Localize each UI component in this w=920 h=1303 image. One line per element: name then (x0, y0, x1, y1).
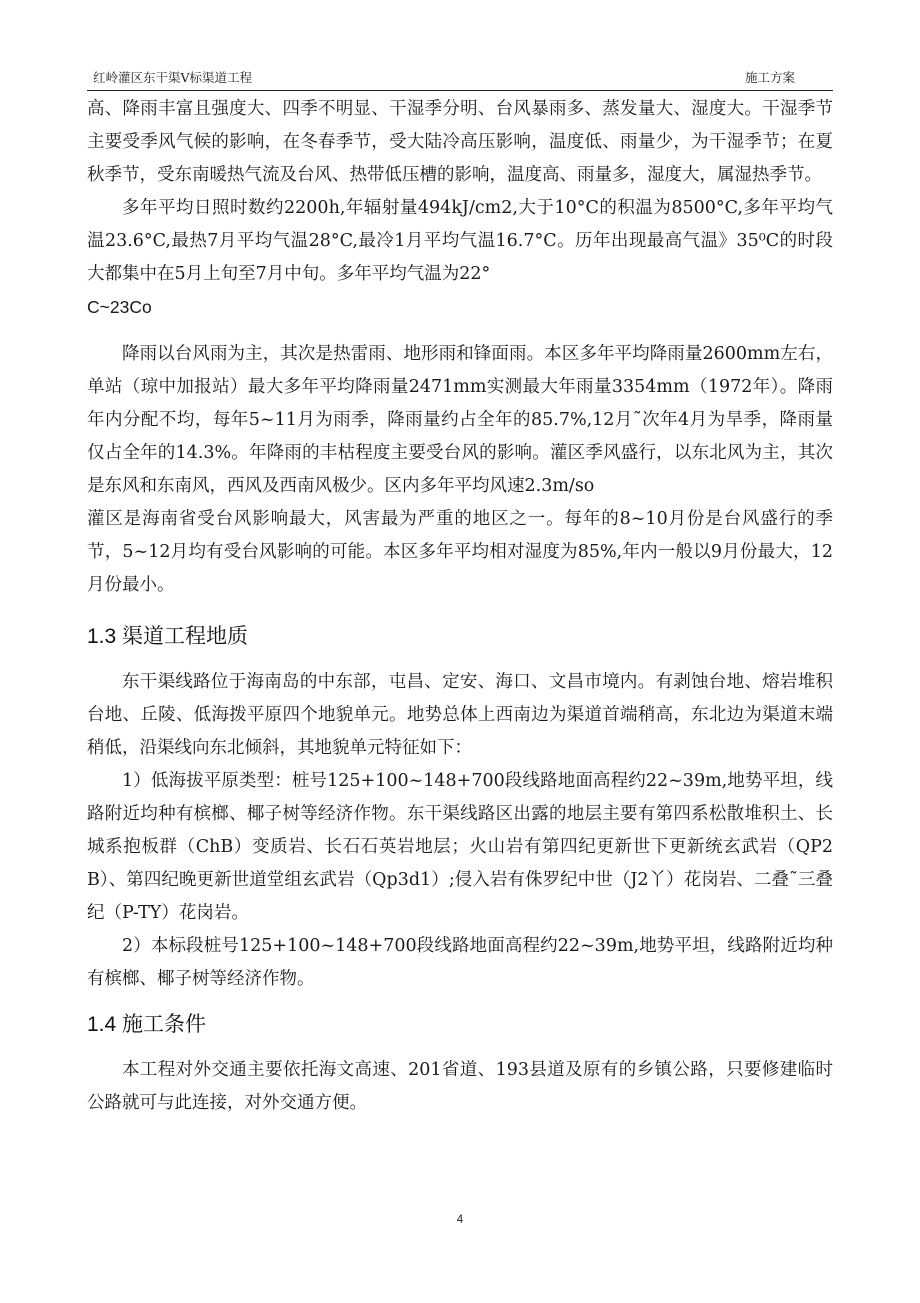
transport-paragraph: 本工程对外交通主要依托海文高速、201省道、193县道及原有的乡镇公路，只要修建临时公路就可与此连接，对外交通方便。 (87, 1060, 833, 1113)
geology-intro-paragraph: 东干渠线路位于海南岛的中东部，屯昌、定安、海口、文昌市境内。有剥蚀台地、熔岩堆积台地、丘陵、低海拨平原四个地貌单元。地势总体上西南边为渠道首端稍高，东北边为渠道末端稍低，沿渠线向东北倾斜，其地貌单元特征如下： (87, 672, 833, 758)
header-project-title: 红岭灌区东干渠Ⅴ标渠道工程 (93, 70, 253, 85)
rainfall-paragraph: 降雨以台风雨为主，其次是热雷雨、地形雨和锋面雨。本区多年平均降雨量2600mm左右，单站（琼中加报站）最大多年平均降雨量2471mm实测最大年雨量3354mm（1972年）。降雨年内分配不均，每年5~11月为雨季，降雨量约占全年的85.7%,12月˜次年4月为旱季，降雨量仅占全年的14.3%。年降雨的丰枯程度主要受台风的影响。灌区季风盛行，以东北风为主，其次是东风和东南风，西风及西南风极少。区内多年平均风速2.3m/so (87, 344, 833, 496)
section-heading-construction-conditions: 1.4 施工条件 (87, 1013, 207, 1036)
header-document-type: 施工方案 (744, 70, 795, 85)
typhoon-paragraph: 灌区是海南省受台风影响最大，风害最为严重的地区之一。每年的8~10月份是台风盛行的季节，5~12月均有受台风影响的可能。本区多年平均相对湿度为85%,年内一般以9月份最大，12月份最小。 (87, 509, 833, 595)
page-number: 4 (456, 1214, 464, 1226)
temperature-range-line: C~23Co (87, 297, 152, 317)
geology-item-2: 2）本标段桩号125+100~148+700段线路地面高程约22~39m,地势平坦，线路附近均种有槟榔、椰子树等经济作物。 (87, 936, 833, 989)
climate-paragraph: 高、降雨丰富且强度大、四季不明显、干湿季分明、台风暴雨多、蒸发量大、湿度大。干湿季节主要受季风气候的影响，在冬春季节，受大陆冷高压影响，温度低、雨量少，为干湿季节；在夏秋季节，受东南暖热气流及台风、热带低压槽的影响，温度高、雨量多，湿度大，属湿热季节。 (87, 99, 833, 185)
page-body (87, 93, 833, 1120)
geology-item-1: 1）低海拔平原类型：桩号125+100~148+700段线路地面高程约22~39m,地势平坦，线路附近均种有槟榔、椰子树等经济作物。东干渠线路区出露的地层主要有第四系松散堆积土、长城系抱板群（ChB）变质岩、长石石英岩地层；火山岩有第四纪更新世下更新统玄武岩（QP2B）、第四纪晚更新世道堂组玄武岩（Qp3d1）;侵入岩有侏罗纪中世（J2丫）花岗岩、二叠˜三叠纪（P-TY）花岗岩。 (87, 771, 833, 923)
section-heading-geology: 1.3 渠道工程地质 (87, 625, 249, 648)
page-header (87, 64, 833, 91)
sunshine-temperature-paragraph: 多年平均日照时数约2200h,年辐射量494kJ/cm2,大于10°C的积温为8500°C,多年平均气温23.6°C,最热7月平均气温28°C,最冷1月平均气温16.7°C。历年出现最高气温》35⁰C的时段大都集中在5月上旬至7月中旬。多年平均气温为22° (87, 198, 833, 284)
